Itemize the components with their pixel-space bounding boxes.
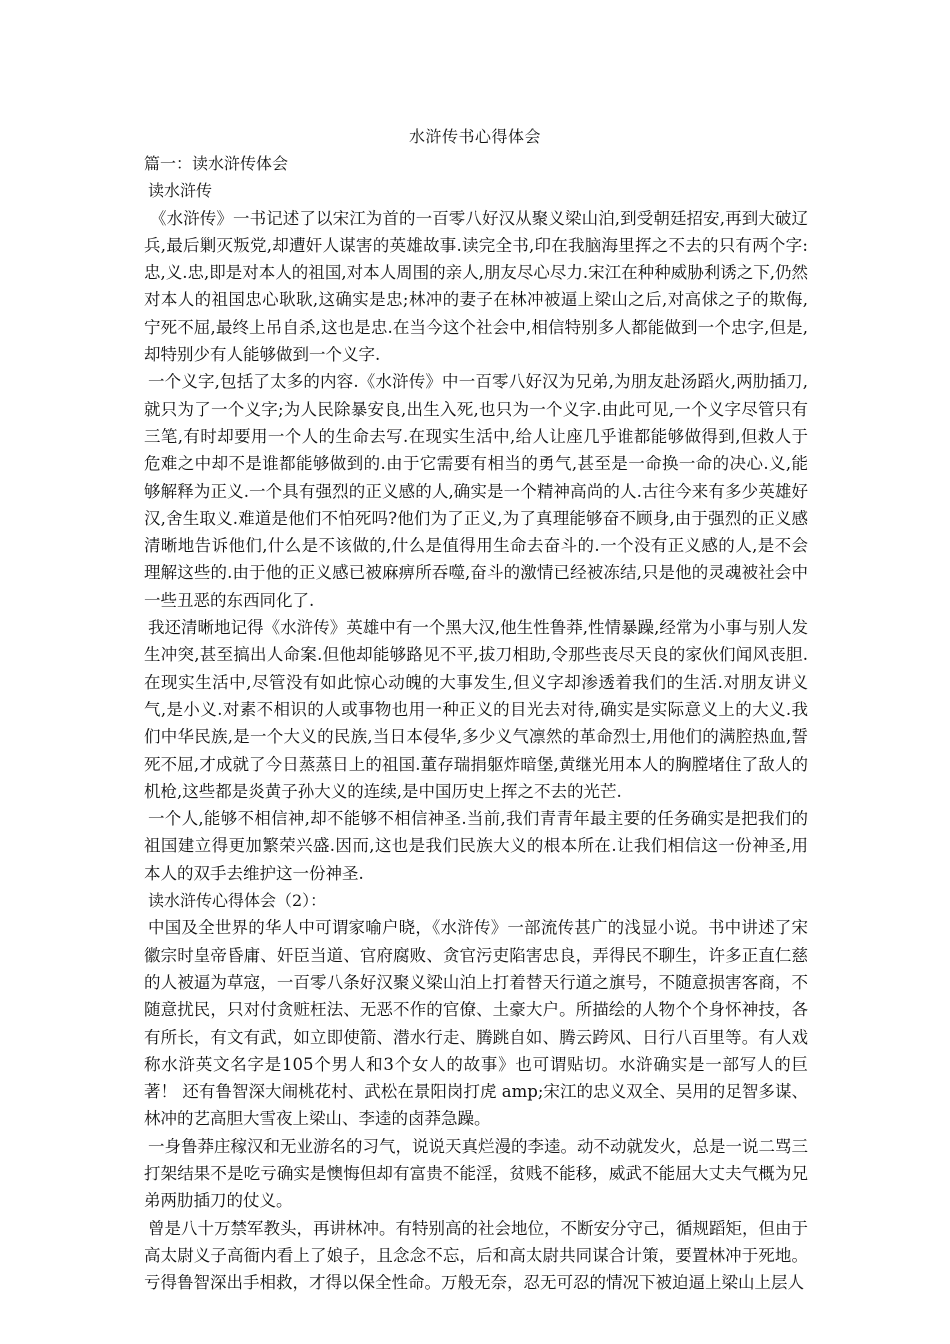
paragraph: 一身鲁莽庄稼汉和无业游名的习气，说说天真烂漫的李逵。动不动就发火，总是一说二骂三打架结果不是吃亏确实是懊悔但却有富贵不能淫，贫贱不能移，威武不能屈大丈夫气概为兄弟两肋插刀的仗义。	[144, 1136, 808, 1211]
paragraph: 一个人,能够不相信神,却不能够不相信神圣.当前,我们青青年最主要的任务确实是把我们的祖国建立得更加繁荣兴盛.因而,这也是我们民族大义的根本所在.让我们相信这一份神圣,用本人的双手去维护这一份神圣.	[144, 809, 808, 883]
paragraph: 一个义字,包括了太多的内容.《水浒传》中一百零八好汉为兄弟,为朋友赴汤蹈火,两肋插刀,就只为了一个义字;为人民除暴安良,出生入死,也只为一个义字.由此可见,一个义字尽管只有三笔,有时却要用一个人的生命去写.在现实生活中,给人让座几乎谁都能够做得到,但救人于危难之中却不是谁都能够做到的.由于它需要有相当的勇气,甚至是一命换一命的决心.义,能够解释为正义.一个具有强烈的正义感的人,确实是一个精神高尚的人.古往今来有多少英雄好汉,舍生取义.难道是他们不怕死吗?他们为了正义,为了真理能够奋不顾身,由于强烈的正义感清晰地告诉他们,什么是不该做的,什么是值得用生命去奋斗的.一个没有正义感的人,是不会理解这些的.由于他的正义感已被麻痹所吞噬,奋斗的激情已经被冻结,只是他的灵魂被社会中一些丑恶的东西同化了.	[144, 372, 808, 610]
section-1-subtitle: 读水浒传	[148, 181, 213, 201]
paragraph: 《水浒传》一书记述了以宋江为首的一百零八好汉从聚义梁山泊,到受朝廷招安,再到大破辽兵,最后剿灭叛党,却遭奸人谋害的英雄故事.读完全书,印在我脑海里挥之不去的只有两个字:忠,义.忠,即是对本人的祖国,对本人周围的亲人,朋友尽心尽力.宋江在种种威胁利诱之下,仍然对本人的祖国忠心耿耿,这确实是忠;林冲的妻子在林冲被逼上梁山之后,对高俅之子的欺侮,宁死不屈,最终上吊自杀,这也是忠.在当今这个社会中,相信特别多人都能做到一个忠字,但是,却特别少有人能够做到一个义字.	[144, 208, 808, 365]
document-body	[144, 150, 808, 1296]
paragraph: 我还清晰地记得《水浒传》英雄中有一个黑大汉,他生性鲁莽,性情暴躁,经常为小事与别人发生冲突,甚至搞出人命案.但他却能够路见不平,拔刀相助,令那些丧尽天良的家伙们闻风丧胆.在现实生活中,尽管没有如此惊心动魄的大事发生,但义字却渗透着我们的生活.对朋友讲义气,是小义.对素不相识的人或事物也用一种正义的目光去对待,确实是实际意义上的大义.我们中华民族,是一个大义的民族,当日本侵华,多少义气凛然的革命烈士,用他们的满腔热血,誓死不屈,才成就了今日蒸蒸日上的祖国.董存瑞捐躯炸暗堡,黄继光用本人的胸膛堵住了敌人的机枪,这些都是炎黄子孙大义的连续,是中国历史上挥之不去的光芒.	[144, 618, 808, 801]
section-2-heading: 读水浒传心得体会（2）：	[148, 891, 327, 911]
paragraph: 中国及全世界的华人中可谓家喻户晓，《水浒传》一部流传甚广的浅显小说。书中讲述了宋徽宗时皇帝昏庸、奸臣当道、官府腐败、贪官污吏陷害忠良，弄得民不聊生，许多正直仁慈的人被逼为草寇，一百零八条好汉聚义梁山泊上打着替天行道之旗号，不随意损害客商，不随意扰民，只对付贪赃枉法、无恶不作的官僚、土豪大户。所描绘的人物个个身怀神技，各有所长，有文有武，如立即使箭、潜水行走、腾跳自如、腾云跨风、日行八百里等。有人戏称水浒英文名字是105个男人和3个女人的故事》也可谓贴切。水浒确实是一部写人的巨著！ 还有鲁智深大闹桃花村、武松在景阳岗打虎 amp;宋江的忠义双全、吴用的足智多谋、林冲的艺高胆大雪夜上梁山、李逵的卤莽急躁。	[144, 918, 808, 1129]
paragraph: 曾是八十万禁军教头，再讲林冲。有特别高的社会地位，不断安分守己，循规蹈矩，但由于高太尉义子高衙内看上了娘子，且念念不忘，后和高太尉共同谋合计策，要置林冲于死地。亏得鲁智深出手相救，才得以保全性命。万般无奈，忍无可忍的情况下被迫逼上梁山上层人	[144, 1218, 808, 1293]
section-1-heading: 篇一：读水浒传体会	[144, 154, 289, 173]
document-title: 水浒传书心得体会	[408, 127, 541, 146]
